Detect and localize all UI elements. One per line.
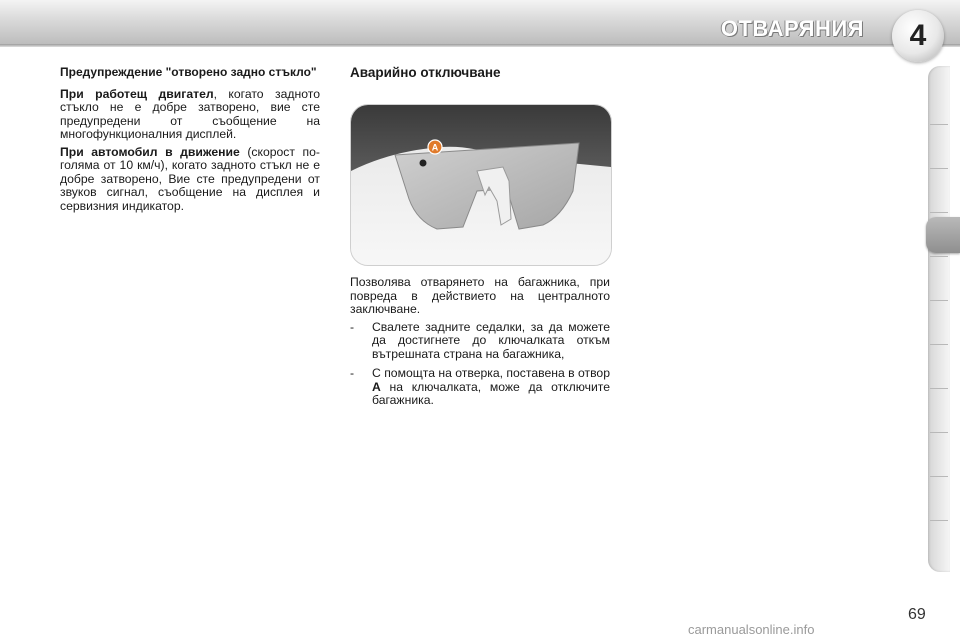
access-hole	[420, 160, 427, 167]
warning-engine-bold: При работещ двигател	[60, 86, 214, 101]
step-item	[350, 367, 610, 408]
thumb-tab-active-chapter[interactable]	[926, 217, 960, 253]
step2-ref-a: A	[372, 379, 381, 394]
thumb-divider	[930, 476, 948, 477]
warning-section	[60, 66, 320, 217]
thumb-divider	[930, 344, 948, 345]
step2-before: С помощта на отверка, поставена в отвор	[372, 366, 610, 380]
step-text-2	[372, 367, 610, 408]
lock-illustration-svg	[351, 105, 611, 265]
thumb-divider	[930, 388, 948, 389]
lock-illustration	[350, 104, 612, 266]
step-item	[350, 321, 610, 362]
warning-paragraph-engine	[60, 88, 320, 142]
step-text-1: Свалете задните седалки, за да можете да достигнете до ключалката откъм вътрешната страна на багажника,	[372, 319, 610, 361]
warning-engine-text: , когато задното стъкло не е добре затворено, вие сте предупредени от съобщение на многофункционалния дисплей.	[60, 86, 320, 141]
chapter-thumb-index	[928, 66, 950, 572]
page-number: 69	[908, 606, 926, 623]
emergency-intro: Позволява отварянето на багажника, при повреда в действието на централното заключване.	[350, 275, 610, 316]
step-dash: -	[350, 319, 355, 334]
thumb-divider	[930, 256, 948, 257]
warning-paragraph-driving	[60, 146, 320, 214]
emergency-section	[350, 66, 610, 80]
thumb-divider	[930, 212, 948, 213]
step2-after: на ключалката, може да отключите багажника.	[372, 379, 610, 407]
thumb-divider	[930, 432, 948, 433]
header-divider	[0, 44, 960, 47]
thumb-divider	[930, 168, 948, 169]
thumb-divider	[930, 300, 948, 301]
watermark: carmanualsonline.info	[688, 622, 815, 637]
thumb-divider	[930, 124, 948, 125]
chapter-title: ОТВАРЯНИЯ	[720, 16, 864, 41]
step-dash: -	[350, 366, 355, 380]
thumb-divider	[930, 520, 948, 521]
emergency-body	[350, 276, 610, 414]
warning-driving-text: (скорост по-голяма от 10 км/ч), когато задното стъкл не е добре затворено, Вие сте предупредени от звуков сигнал, съобщение на дисплея и сервизния индикатор.	[60, 144, 320, 213]
warning-driving-bold: При автомобил в движение	[60, 144, 240, 159]
marker-a-label: A	[431, 142, 439, 153]
chapter-number-badge: 4	[892, 10, 944, 62]
emergency-title: Аварийно отключване	[350, 65, 501, 80]
warning-title: Предупреждение "отворено задно стъкло"	[60, 65, 317, 79]
